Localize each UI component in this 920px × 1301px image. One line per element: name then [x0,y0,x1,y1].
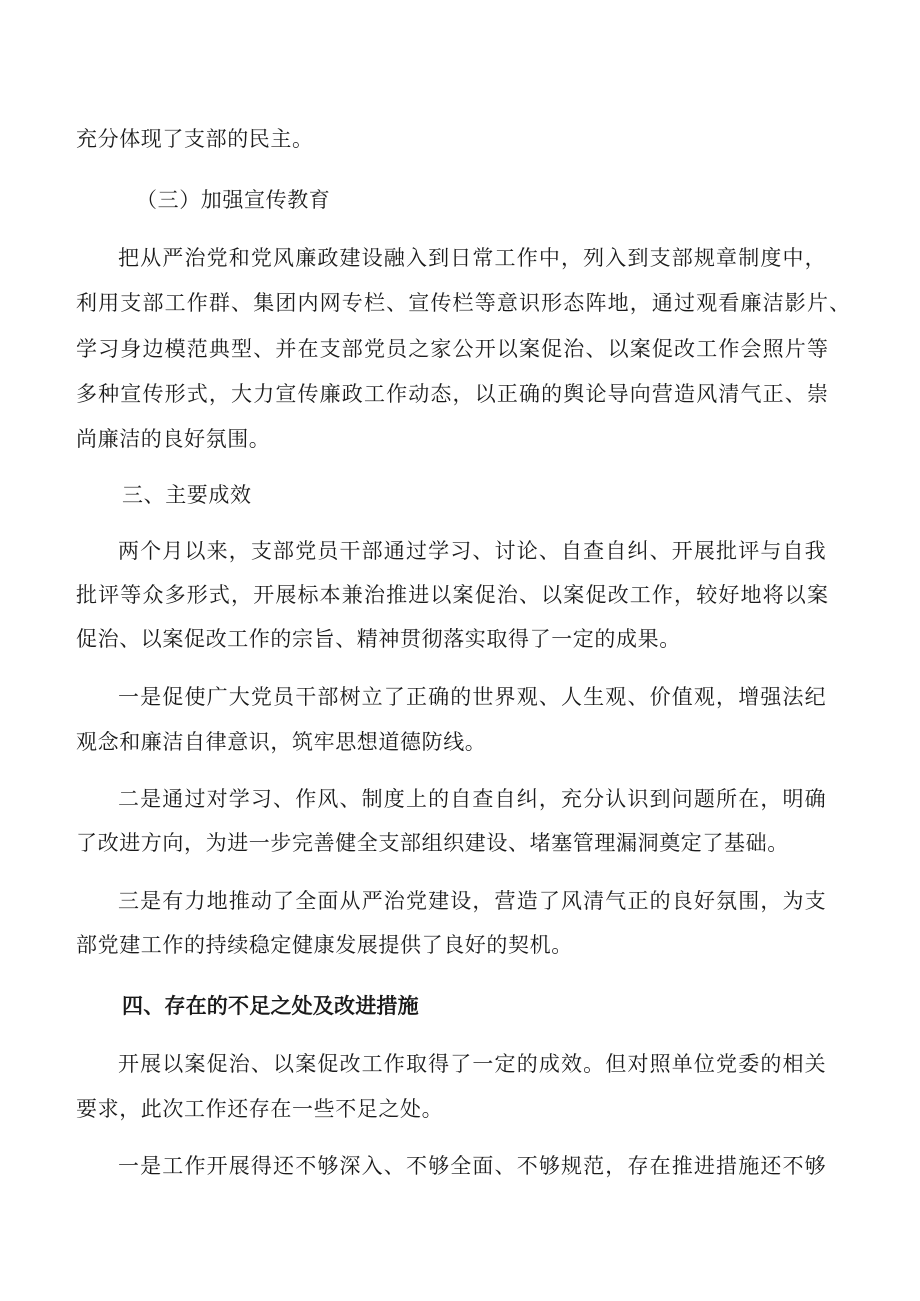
paragraph-line: 一是促使广大党员干部树立了正确的世界观、人生观、价值观，增强法纪 [118,685,827,709]
paragraph-line: 了改进方向，为进一步完善健全支部组织建设、堵塞管理漏洞奠定了基础。 [76,831,789,855]
paragraph-line: 部党建工作的持续稳定健康发展提供了良好的契机。 [76,933,573,957]
paragraph-line: 三是有力地推动了全面从严治党建设，营造了风清气正的良好氛围，为支 [118,889,827,913]
paragraph-line: 一是工作开展得还不够深入、不够全面、不够规范，存在推进措施还不够 [118,1154,827,1178]
paragraph-line: 观念和廉洁自律意识，筑牢思想道德防线。 [76,730,487,754]
paragraph-line: 充分体现了支部的民主。 [76,127,314,151]
paragraph-line: 把从严治党和党风廉政建设融入到日常工作中，列入到支部规章制度中， [118,246,827,270]
section-heading: 四、存在的不足之处及改进措施 [122,994,419,1018]
section-heading: （三）加强宣传教育 [136,188,331,212]
paragraph-line: 批评等众多形式，开展标本兼治推进以案促治、以案促改工作，较好地将以案 [76,583,830,607]
paragraph-line: 要求，此次工作还存在一些不足之处。 [76,1097,444,1121]
section-heading: 三、主要成效 [122,483,252,507]
paragraph-line: 二是通过对学习、作风、制度上的自查自纠，充分认识到问题所在，明确 [118,787,827,811]
paragraph-line: 利用支部工作群、集团内网专栏、宣传栏等意识形态阵地，通过观看廉洁影片、 [76,291,852,315]
paragraph-line: 促治、以案促改工作的宗旨、精神贯彻落实取得了一定的成果。 [76,627,681,651]
paragraph-line: 学习身边模范典型、并在支部党员之家公开以案促治、以案促改工作会照片等 [76,337,830,361]
paragraph-line: 开展以案促治、以案促改工作取得了一定的成效。但对照单位党委的相关 [118,1052,827,1076]
paragraph-line: 尚廉洁的良好氛围。 [76,427,271,451]
paragraph-line: 两个月以来，支部党员干部通过学习、讨论、自查自纠、开展批评与自我 [118,539,827,563]
paragraph-line: 多种宣传形式，大力宣传廉政工作动态，以正确的舆论导向营造风清气正、崇 [76,382,830,406]
